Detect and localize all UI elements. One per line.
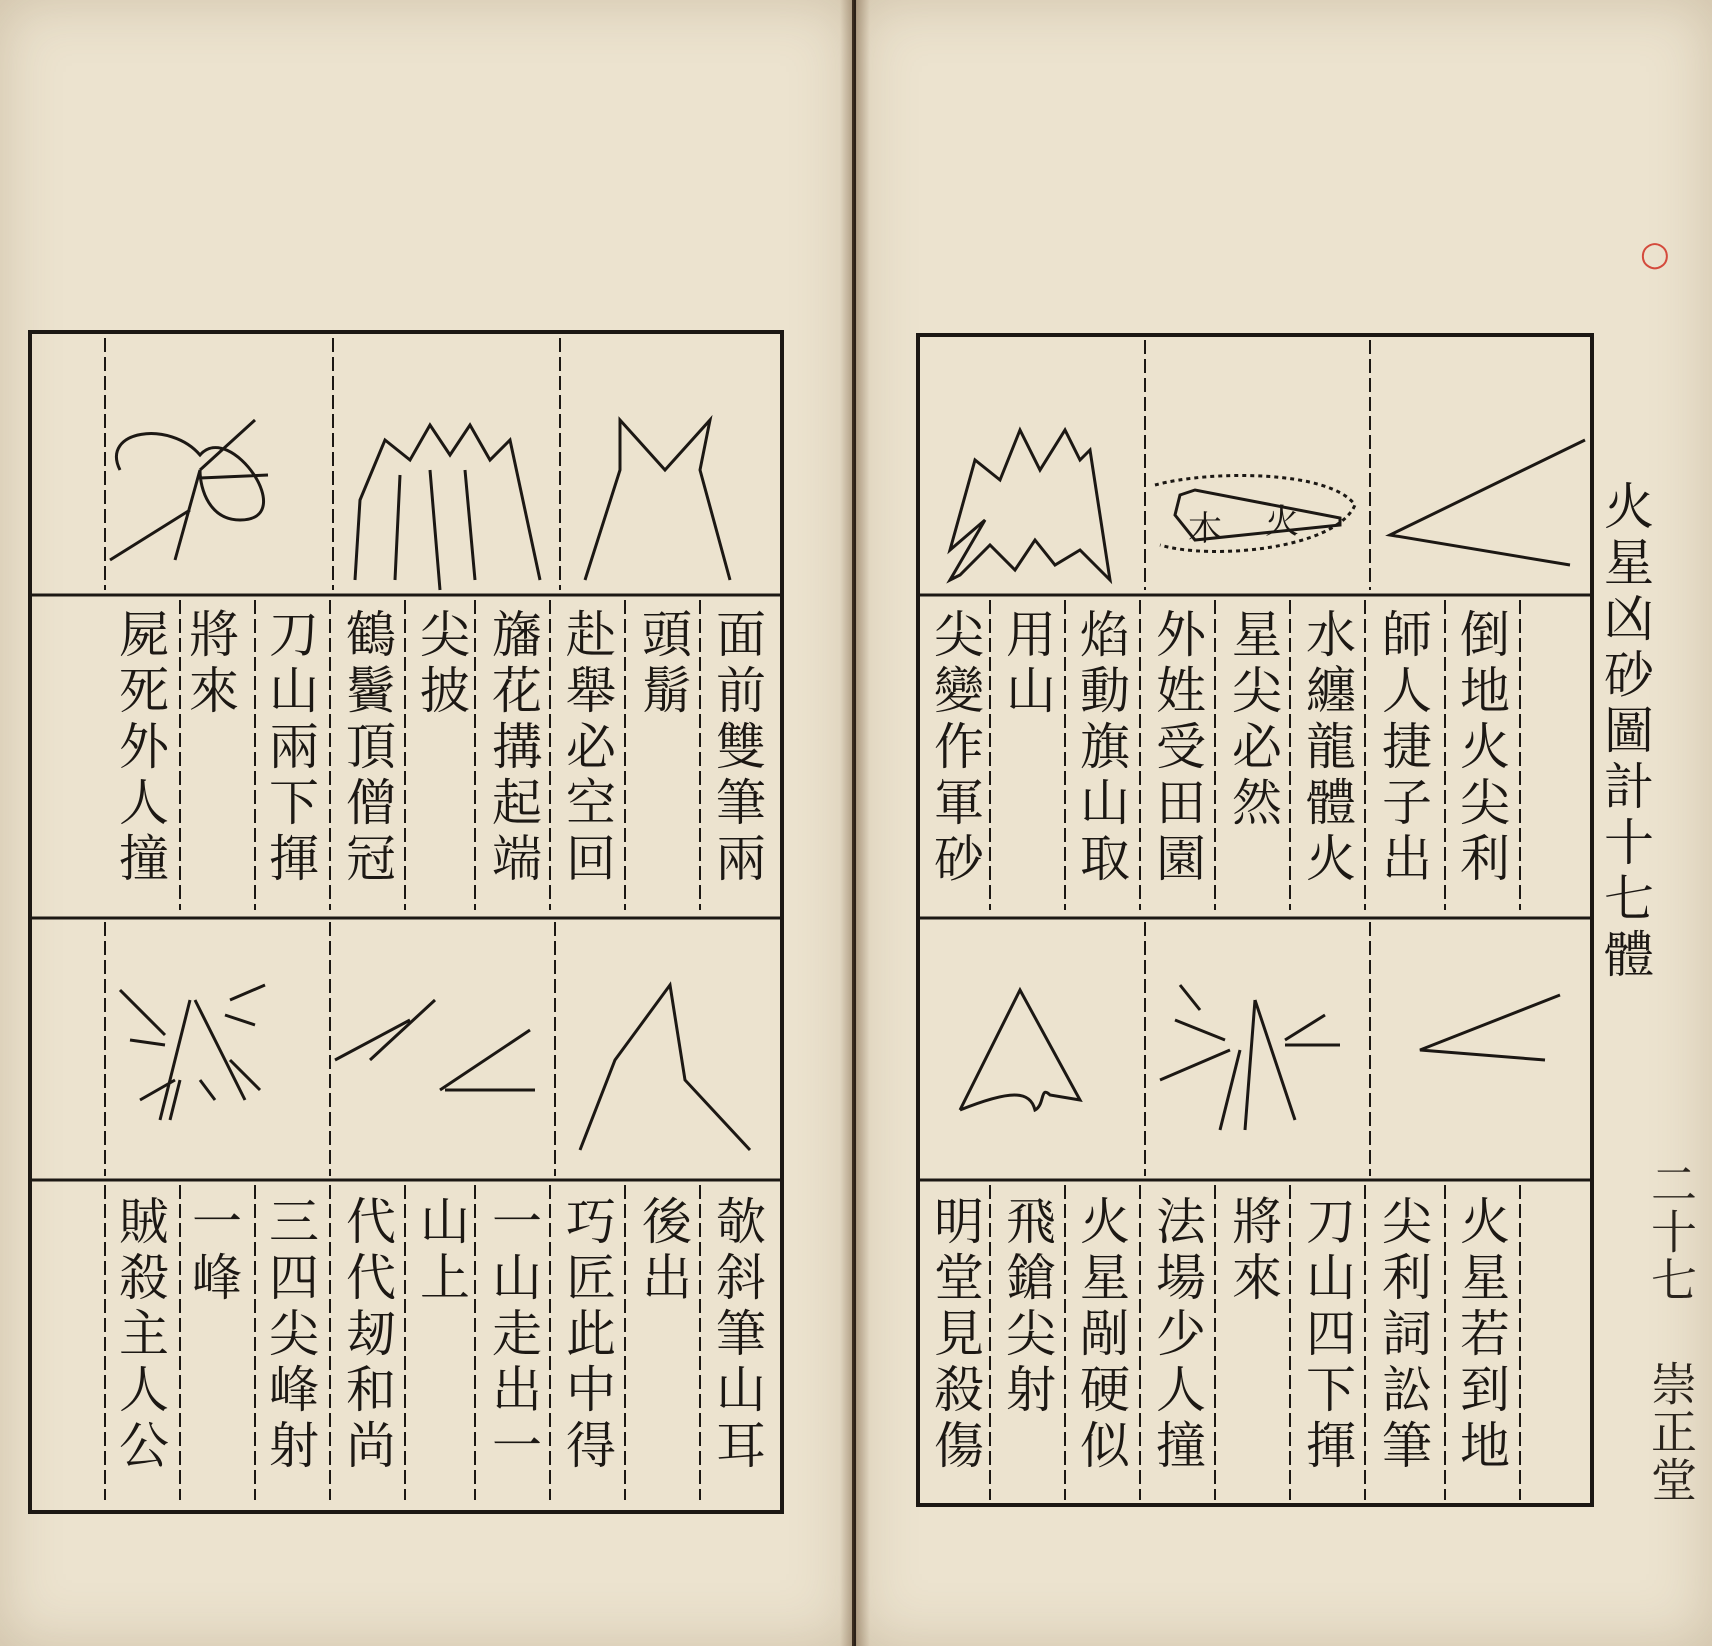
diagram-label-wood: 木 [1188, 509, 1226, 549]
caption-r-l-2: 飛鎗尖射 [998, 1195, 1056, 1419]
caption-l-u-6: 赴舉必空回 [558, 608, 616, 888]
figure-radiating-strokes [120, 985, 265, 1120]
caption-l-l-1b: 賊殺主人公 [111, 1195, 169, 1475]
figure-double-peak [585, 420, 730, 580]
caption-r-u-3: 焰動旗山取 [1072, 608, 1130, 888]
margin-page-number: 二十七 [1644, 1160, 1698, 1304]
caption-r-u-4: 外姓受田園 [1148, 608, 1206, 888]
caption-r-u-8: 倒地火尖利 [1452, 608, 1510, 888]
caption-l-u-2: 刀山兩下揮 [261, 608, 319, 888]
figure-broken-triangle [960, 990, 1080, 1110]
caption-l-l-6: 巧匠此中得 [558, 1195, 616, 1475]
caption-l-l-1a: 一峰 [184, 1195, 242, 1307]
caption-r-l-3: 火星剮硬似 [1072, 1195, 1130, 1475]
caption-l-u-1b: 屍死外人撞 [111, 608, 169, 888]
caption-r-u-7: 師人捷子出 [1374, 608, 1432, 888]
figure-radiating-flame [1160, 985, 1340, 1130]
caption-l-u-7: 頭鬅 [634, 608, 692, 720]
section-title: 火星凶砂圖計十七體 [1596, 480, 1654, 984]
figure-slanting-brushes [335, 1000, 535, 1090]
caption-r-l-6: 刀山四下揮 [1298, 1195, 1356, 1475]
caption-l-u-5: 旛花搆起端 [484, 608, 542, 888]
caption-r-l-1: 明堂見殺傷 [926, 1195, 984, 1475]
figure-jagged-flame [950, 430, 1110, 580]
caption-r-l-4: 法場少人撞 [1148, 1195, 1206, 1475]
caption-r-u-5: 星尖必然 [1224, 608, 1282, 832]
caption-r-l-5: 將來 [1224, 1195, 1282, 1307]
caption-l-u-3: 鶴鬢頂僧冠 [338, 608, 396, 888]
caption-r-u-1: 尖變作軍砂 [926, 608, 984, 888]
caption-l-u-4: 尖披 [412, 608, 470, 720]
caption-l-u-1a: 將來 [181, 608, 239, 720]
caption-l-l-4: 山上 [412, 1195, 470, 1307]
caption-l-u-8: 面前雙筆兩 [708, 608, 766, 888]
caption-r-u-6: 水纏龍體火 [1298, 608, 1356, 888]
caption-r-l-8: 火星若到地 [1452, 1195, 1510, 1475]
figure-slanted-wedge [1420, 995, 1560, 1060]
caption-l-l-2: 三四尖峰射 [261, 1195, 319, 1475]
caption-l-l-3: 代代刼和尚 [338, 1195, 396, 1475]
caption-r-u-2: 用山 [998, 608, 1056, 720]
figure-single-peak [580, 985, 750, 1150]
caption-l-l-5: 一山走出一 [484, 1195, 542, 1475]
figure-wedge [1390, 440, 1585, 565]
red-seal-mark: ○ [1640, 234, 1670, 274]
figure-bow-knot [110, 420, 268, 560]
figure-many-peaks [355, 425, 540, 590]
caption-l-l-7: 後出 [634, 1195, 692, 1307]
margin-publisher: 崇正堂 [1644, 1360, 1698, 1504]
caption-r-l-7: 尖利詞訟筆 [1374, 1195, 1432, 1475]
figure-boat-fire-wood [1155, 475, 1355, 551]
caption-l-l-8: 欹斜筆山耳 [708, 1195, 766, 1475]
diagram-label-fire: 火 [1265, 502, 1303, 542]
